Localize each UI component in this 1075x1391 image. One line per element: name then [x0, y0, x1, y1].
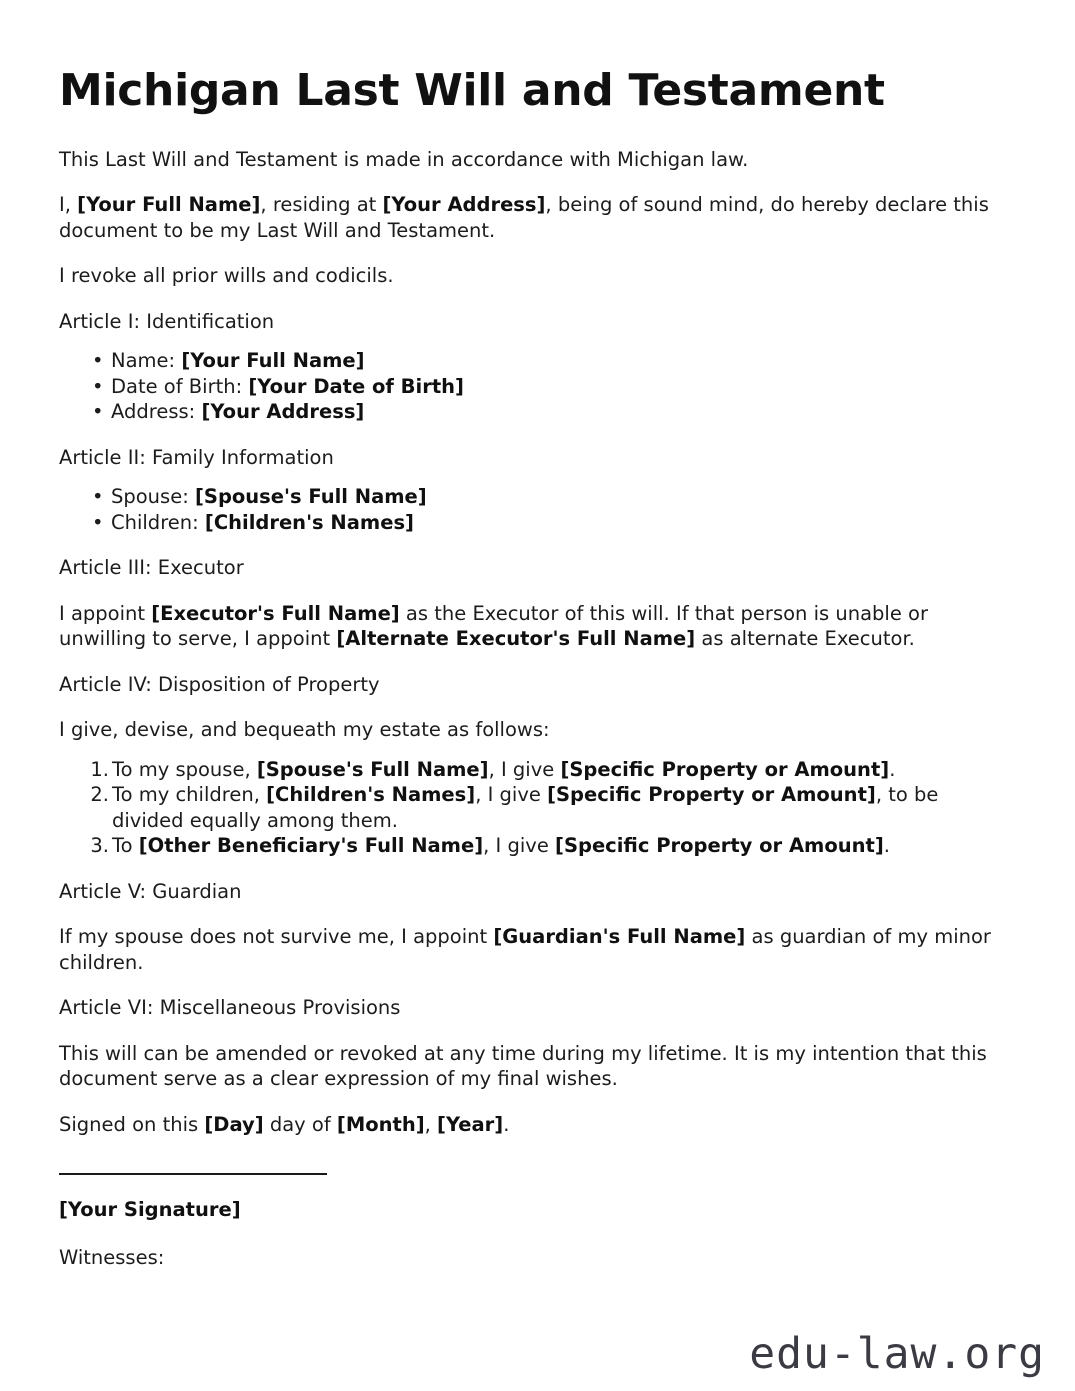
signed-middle: day of: [263, 1112, 337, 1136]
item-bold-2: [Specific Property or Amount]: [560, 757, 890, 781]
item-prefix: To my spouse,: [112, 757, 257, 781]
list-item: [59, 484, 992, 510]
article-6-paragraph: This will can be amended or revoked at any time during my lifetime. It is my intention that this document serve as a clear expression of my final wishes.: [59, 1041, 987, 1091]
article-3-heading: Article III: Executor: [59, 556, 244, 580]
signed-prefix: Signed on this: [59, 1112, 205, 1136]
placeholder-your-full-name: [Your Full Name]: [77, 193, 261, 217]
list-item: [59, 757, 992, 783]
item-value: [Your Date of Birth]: [248, 374, 464, 398]
page-title: Michigan Last Will and Testament: [59, 65, 885, 116]
item-bold-1: [Children's Names]: [266, 783, 476, 807]
article-2-heading: Article II: Family Information: [59, 445, 334, 469]
item-bold-1: [Spouse's Full Name]: [256, 757, 489, 781]
item-label: Spouse:: [111, 485, 195, 509]
list-item: [59, 782, 992, 833]
article-5-heading: Article V: Guardian: [59, 879, 242, 903]
placeholder-executor-name: [Executor's Full Name]: [151, 601, 400, 625]
item-bold-2: [Specific Property or Amount]: [547, 783, 876, 807]
item-label: Name:: [111, 349, 182, 373]
item-suffix: , to be divided equally among them.: [112, 783, 939, 832]
list-item: [59, 348, 992, 374]
executor-suffix: as alternate Executor.: [695, 627, 915, 651]
placeholder-your-address: [Your Address]: [382, 193, 546, 217]
list-item: [59, 510, 992, 536]
list-item: [59, 374, 992, 400]
placeholder-alternate-executor-name: [Alternate Executor's Full Name]: [336, 627, 696, 651]
item-suffix: .: [889, 757, 896, 781]
signed-suffix: .: [503, 1112, 510, 1136]
article-4-heading: Article IV: Disposition of Property: [59, 672, 380, 696]
article-6-heading: Article VI: Miscellaneous Provisions: [59, 996, 401, 1020]
guardian-prefix: If my spouse does not survive me, I appoint: [59, 925, 494, 949]
executor-prefix: I appoint: [59, 601, 152, 625]
item-prefix: To: [112, 834, 139, 858]
placeholder-day: [Day]: [204, 1112, 264, 1136]
revocation-paragraph: I revoke all prior wills and codicils.: [59, 264, 394, 288]
article-4-list: [59, 743, 992, 859]
item-value: [Children's Names]: [204, 510, 414, 534]
placeholder-guardian-name: [Guardian's Full Name]: [493, 925, 746, 949]
declaration-prefix: I,: [59, 193, 78, 217]
article-1-heading: Article I: Identification: [59, 309, 275, 333]
list-item: [59, 833, 992, 859]
placeholder-month: [Month]: [336, 1112, 425, 1136]
item-suffix: .: [883, 834, 890, 858]
declaration-suffix: , being of sound mind, do hereby declare this document to be my Last Will and Testament.: [59, 193, 989, 242]
item-bold-2: [Specific Property or Amount]: [555, 834, 884, 858]
site-watermark: edu-law.org: [749, 1329, 1045, 1379]
item-label: Children:: [111, 510, 205, 534]
item-middle: , I give: [488, 757, 561, 781]
item-middle: , I give: [483, 834, 556, 858]
item-label: Address:: [111, 400, 202, 424]
item-label: Date of Birth:: [111, 374, 249, 398]
item-value: [Spouse's Full Name]: [194, 485, 427, 509]
declaration-middle: , residing at: [260, 193, 383, 217]
article-5-paragraph: [59, 904, 992, 975]
signature-placeholder: [Your Signature]: [59, 1198, 241, 1222]
document-page: [59, 0, 992, 1270]
item-value: [Your Full Name]: [181, 349, 365, 373]
item-middle: , I give: [475, 783, 548, 807]
item-value: [Your Address]: [201, 400, 365, 424]
guardian-suffix: as guardian of my minor children.: [59, 925, 991, 974]
signed-separator: ,: [424, 1112, 438, 1136]
item-bold-1: [Other Beneficiary's Full Name]: [138, 834, 484, 858]
witnesses-label: Witnesses:: [59, 1245, 165, 1269]
list-item: [59, 399, 992, 425]
declaration-paragraph: [59, 172, 992, 243]
signed-on-paragraph: [59, 1092, 992, 1138]
article-1-list: [59, 334, 992, 425]
executor-middle: as the Executor of this will. If that person is unable or unwilling to serve, I appoint: [59, 601, 928, 651]
article-4-lead: I give, devise, and bequeath my estate as follows:: [59, 718, 550, 742]
placeholder-year: [Year]: [437, 1112, 504, 1136]
intro-paragraph: This Last Will and Testament is made in accordance with Michigan law.: [59, 147, 749, 171]
article-3-paragraph: [59, 581, 992, 652]
article-2-list: [59, 470, 992, 535]
item-prefix: To my children,: [112, 783, 267, 807]
